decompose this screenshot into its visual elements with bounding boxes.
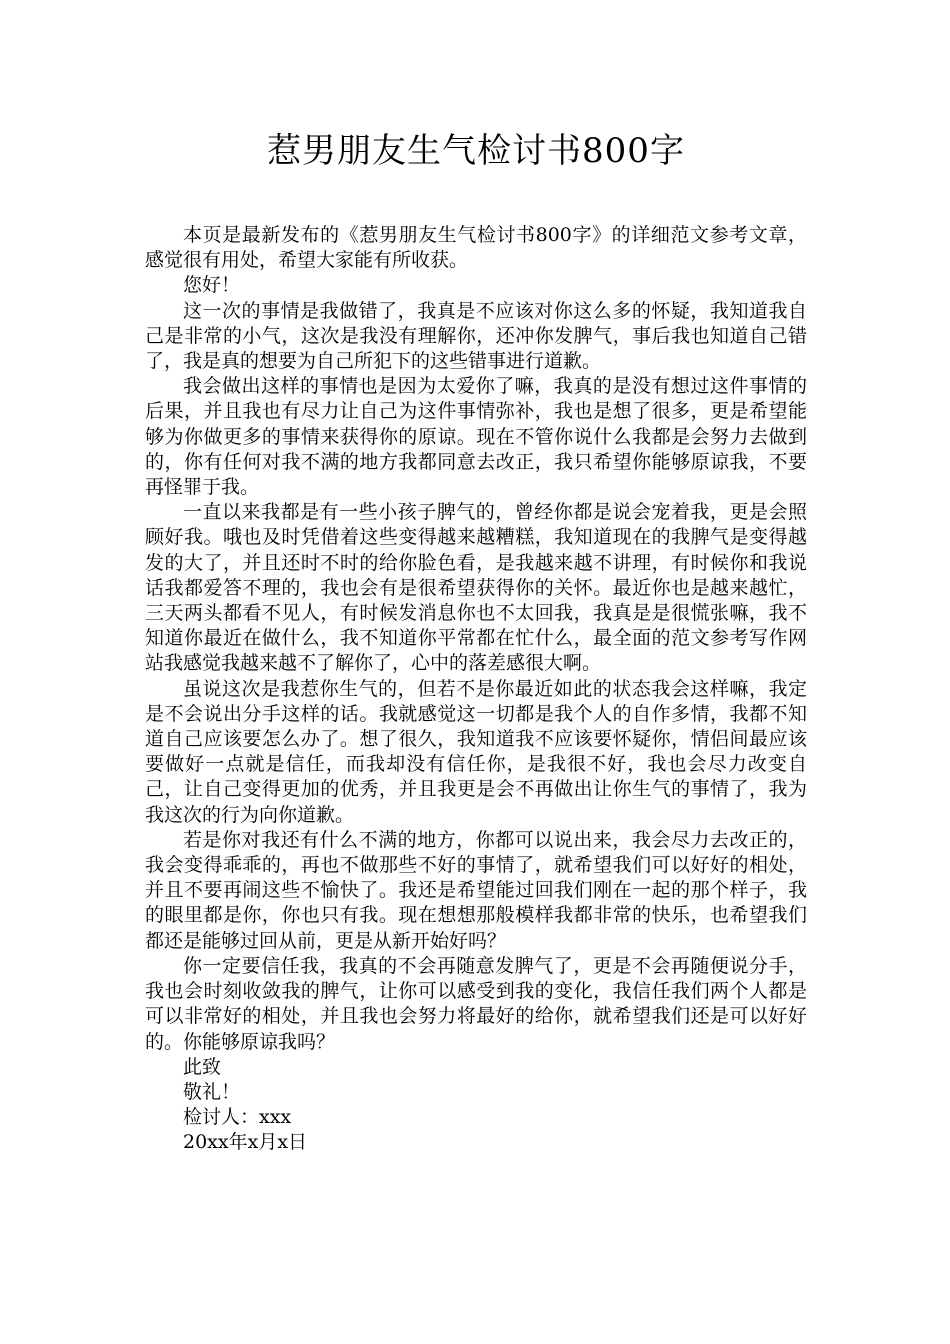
body-paragraph: 若是你对我还有什么不满的地方，你都可以说出来，我会尽力去改正的，我会变得乖乖的，再也不做那些不好的事情了，就希望我们可以好好的相处，并且不要再闹这些不愉快了。我还是希望能过回我们刚在一起的那个样子，我的眼里都是你，你也只有我。现在想想那般模样我都非常的快乐，也希望我们都还是能够过回从前，更是从新开始好吗？ [145,828,807,952]
closing-line-1: 此致 [183,1055,222,1078]
body-paragraph: 一直以来我都是有一些小孩子脾气的，曾经你都是说会宠着我，更是会照顾好我。哦也及时凭借着这些变得越来越糟糕，我知道现在的我脾气是变得越发的大了，并且还时不时的给你脸色看，是我越来越不讲理，有时候你和我说话我都爱答不理的，我也会有是很希望获得你的关怀。最近你也是越来越忙，三天两头都看不见人，有时候发消息你也不太回我，我真是是很慌张嘛，我不知道你最近在做什么，我不知道你平常都在忙什么，最全面的范文参考写作网站我感觉我越来越不了解你了，心中的落差感很大啊。 [145,501,807,675]
body-paragraph: 这一次的事情是我做错了，我真是不应该对你这么多的怀疑，我知道我自己是非常的小气，这次是我没有理解你，还冲你发脾气，事后我也知道自己错了，我是真的想要为自己所犯下的这些错事进行道歉。 [145,299,807,373]
body-paragraph: 虽说这次是我惹你生气的，但若不是你最近如此的状态我会这样嘛，我定是不会说出分手这样的话。我就感觉这一切都是我个人的自作多情，我都不知道自己应该要怎么办了。想了很久，我知道我不应该要怀疑你，情侣间最应该要做好一点就是信任，而我却没有信任你，是我很不好，我也会尽力改变自己，让自己变得更加的优秀，并且我更是会不再做出让你生气的事情了，我为我这次的行为向你道歉。 [145,677,807,826]
document-body [145,223,807,1156]
document-title: 惹男朋友生气检讨书800字 [267,131,685,171]
intro-paragraph: 本页是最新发布的《惹男朋友生气检讨书800字》的详细范文参考文章，感觉很有用处，希望大家能有所收获。 [145,224,807,272]
date-line: 20xx年x月x日 [183,1131,308,1154]
document-page [145,125,807,1156]
closing-line-2: 敬礼！ [183,1080,241,1103]
greeting: 您好！ [183,274,241,297]
body-paragraph: 你一定要信任我，我真的不会再随意发脾气了，更是不会再随便说分手，我也会时刻收敛我的脾气，让你可以感受到我的变化，我信任我们两个人都是可以非常好的相处，并且我也会努力将最好的给你，就希望我们还是可以好好的。你能够原谅我吗？ [145,954,807,1053]
body-paragraph: 我会做出这样的事情也是因为太爱你了嘛，我真的是没有想过这件事情的后果，并且我也有尽力让自己为这件事情弥补，我也是想了很多，更是希望能够为你做更多的事情来获得你的原谅。现在不管你说什么我都是会努力去做到的，你有任何对我不满的地方我都同意去改正，我只希望你能够原谅我，不要再怪罪于我。 [145,375,807,499]
signer-line: 检讨人：xxx [183,1106,292,1129]
